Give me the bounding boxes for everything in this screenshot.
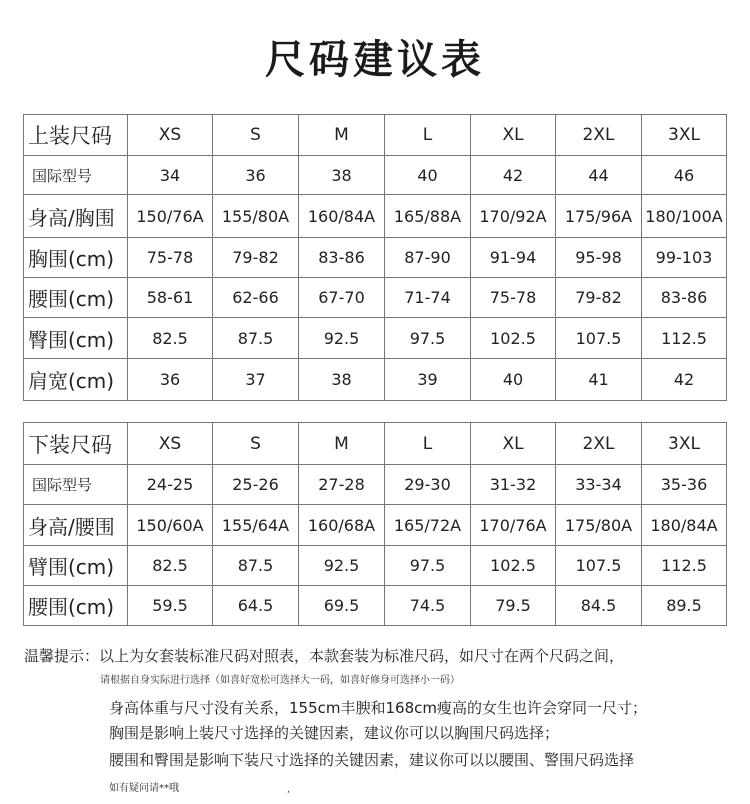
table-cell: 79-82: [213, 238, 299, 278]
table-cell: 67-70: [299, 278, 385, 318]
table-cell: 82.5: [128, 318, 213, 359]
table-cell: 74.5: [385, 586, 471, 626]
table-cell: 107.5: [556, 318, 642, 359]
size-header-cell: XL: [471, 115, 556, 156]
tip-line-6: 如有疑问请**哦: [109, 783, 179, 794]
table-cell: 75-78: [471, 278, 556, 318]
row-label: 身高/腰围: [24, 505, 128, 546]
table-cell: 79-82: [556, 278, 642, 318]
table-cell: 46: [642, 156, 727, 195]
top-size-table: [23, 114, 727, 401]
table-cell: 112.5: [642, 318, 727, 359]
table-row: [24, 505, 727, 546]
table-cell: 36: [128, 359, 213, 401]
table-row: [24, 465, 727, 505]
size-header-cell: L: [385, 115, 471, 156]
table-cell: 25-26: [213, 465, 299, 505]
table-cell: 40: [385, 156, 471, 195]
row-label: 国际型号: [24, 465, 128, 505]
table-cell: 34: [128, 156, 213, 195]
tip-line-7: ,: [287, 785, 290, 795]
size-header-cell: M: [299, 423, 385, 465]
table-cell: 40: [471, 359, 556, 401]
size-header-cell: XS: [128, 115, 213, 156]
table-cell: 64.5: [213, 586, 299, 626]
size-header-cell: S: [213, 423, 299, 465]
table-cell: 82.5: [128, 546, 213, 586]
table-row: [24, 278, 727, 318]
table-cell: 58-61: [128, 278, 213, 318]
table-cell: 38: [299, 156, 385, 195]
size-header-cell: 3XL: [642, 423, 727, 465]
table-cell: 165/72A: [385, 505, 471, 546]
tip-line-1: 温馨提示：以上为女套装标准尺码对照表，本款套装为标准尺码，如尺寸在两个尺码之间，: [24, 647, 625, 665]
table-header-label: 上装尺码: [24, 115, 128, 156]
table-cell: 39: [385, 359, 471, 401]
table-cell: 59.5: [128, 586, 213, 626]
table-cell: 38: [299, 359, 385, 401]
table-cell: 89.5: [642, 586, 727, 626]
size-header-cell: XS: [128, 423, 213, 465]
page-title: 尺码建议表: [265, 37, 485, 83]
tip-line-4: 胸围是影响上装尺寸选择的关键因素，建议你可以以胸围尺码选择；: [109, 724, 560, 742]
table-cell: 180/84A: [642, 505, 727, 546]
size-header-cell: 2XL: [556, 115, 642, 156]
table-cell: 160/68A: [299, 505, 385, 546]
row-label: 腰围(cm): [24, 586, 128, 626]
table-cell: 71-74: [385, 278, 471, 318]
table-cell: 87.5: [213, 318, 299, 359]
table-cell: 79.5: [471, 586, 556, 626]
table-row: [24, 318, 727, 359]
row-label: 胸围(cm): [24, 238, 128, 278]
table-cell: 42: [471, 156, 556, 195]
table-cell: 165/88A: [385, 195, 471, 238]
table-cell: 95-98: [556, 238, 642, 278]
table-cell: 97.5: [385, 318, 471, 359]
row-label: 国际型号: [24, 156, 128, 195]
table-row: [24, 156, 727, 195]
table-cell: 92.5: [299, 546, 385, 586]
size-header-cell: 2XL: [556, 423, 642, 465]
table-cell: 69.5: [299, 586, 385, 626]
table-cell: 155/80A: [213, 195, 299, 238]
size-header-cell: S: [213, 115, 299, 156]
row-label: 臀围(cm): [24, 318, 128, 359]
table-cell: 175/96A: [556, 195, 642, 238]
table-cell: 33-34: [556, 465, 642, 505]
table-header-label: 下装尺码: [24, 423, 128, 465]
table-cell: 36: [213, 156, 299, 195]
table-cell: 42: [642, 359, 727, 401]
table-cell: 62-66: [213, 278, 299, 318]
table-header-row: [24, 423, 727, 465]
table-cell: 24-25: [128, 465, 213, 505]
table-cell: 87-90: [385, 238, 471, 278]
table-row: [24, 238, 727, 278]
table-cell: 102.5: [471, 318, 556, 359]
table-cell: 41: [556, 359, 642, 401]
table-cell: 160/84A: [299, 195, 385, 238]
table-cell: 83-86: [642, 278, 727, 318]
size-header-cell: M: [299, 115, 385, 156]
table-cell: 31-32: [471, 465, 556, 505]
table-cell: 150/76A: [128, 195, 213, 238]
table-row: [24, 546, 727, 586]
size-header-cell: L: [385, 423, 471, 465]
table-row: [24, 586, 727, 626]
table-cell: 97.5: [385, 546, 471, 586]
table-cell: 180/100A: [642, 195, 727, 238]
table-cell: 87.5: [213, 546, 299, 586]
tip-line-5: 腰围和臀围是影响下装尺寸选择的关键因素，建议你可以以腰围、警围尺码选择: [109, 751, 635, 769]
table-cell: 175/80A: [556, 505, 642, 546]
tip-line-3: 身高体重与尺寸没有关系，155cm丰腴和168cm瘦高的女生也许会穿同一尺寸；: [109, 699, 647, 717]
row-label: 臂围(cm): [24, 546, 128, 586]
table-cell: 83-86: [299, 238, 385, 278]
tip-line-2: 请根据自身实际进行选择（如喜好宽松可选择大一码，如喜好修身可选择小一码）: [100, 675, 460, 686]
table-cell: 155/64A: [213, 505, 299, 546]
table-cell: 170/92A: [471, 195, 556, 238]
table-cell: 112.5: [642, 546, 727, 586]
row-label: 身高/胸围: [24, 195, 128, 238]
table-cell: 29-30: [385, 465, 471, 505]
size-header-cell: 3XL: [642, 115, 727, 156]
table-row: [24, 359, 727, 401]
table-row: [24, 195, 727, 238]
size-header-cell: XL: [471, 423, 556, 465]
table-cell: 107.5: [556, 546, 642, 586]
table-cell: 27-28: [299, 465, 385, 505]
table-cell: 99-103: [642, 238, 727, 278]
table-cell: 75-78: [128, 238, 213, 278]
table-cell: 92.5: [299, 318, 385, 359]
table-cell: 44: [556, 156, 642, 195]
table-header-row: [24, 115, 727, 156]
table-cell: 84.5: [556, 586, 642, 626]
table-cell: 170/76A: [471, 505, 556, 546]
bottom-size-table: [23, 422, 727, 626]
row-label: 肩宽(cm): [24, 359, 128, 401]
table-cell: 35-36: [642, 465, 727, 505]
table-cell: 102.5: [471, 546, 556, 586]
table-cell: 150/60A: [128, 505, 213, 546]
table-cell: 37: [213, 359, 299, 401]
table-cell: 91-94: [471, 238, 556, 278]
row-label: 腰围(cm): [24, 278, 128, 318]
